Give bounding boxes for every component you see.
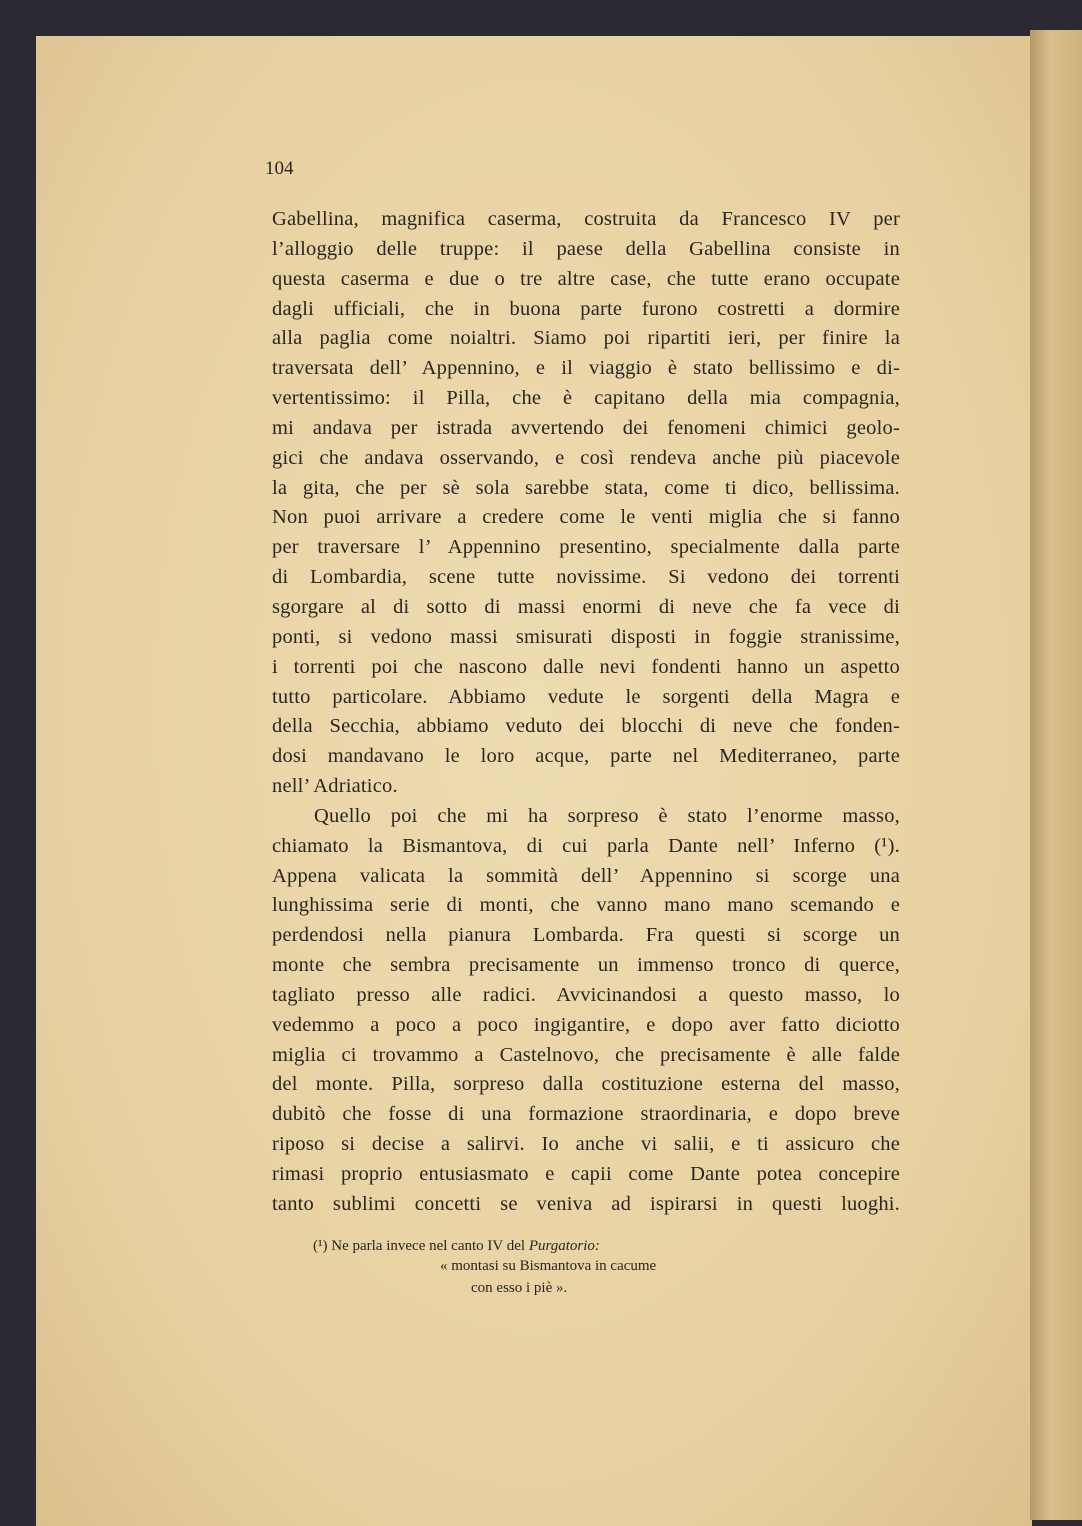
text-line: per traversare l’ Appennino presentino, specialmente dalla parte bbox=[272, 536, 900, 559]
text-line: i torrenti poi che nascono dalle nevi fondenti hanno un aspetto bbox=[272, 655, 900, 678]
text-line: gici che andava osservando, e così rendeva anche più piacevole bbox=[272, 446, 900, 469]
text-line: del monte. Pilla, sorpreso dalla costituzione esterna del masso, bbox=[272, 1073, 900, 1096]
text-line: riposo si decise a salirvi. Io anche vi salii, e ti assicuro che bbox=[272, 1133, 900, 1156]
text-line: lunghissima serie di monti, che vanno mano mano scemando e bbox=[272, 894, 900, 917]
text-line: dubitò che fosse di una formazione straordinaria, e dopo breve bbox=[272, 1103, 900, 1126]
text-line: Gabellina, magnifica caserma, costruita da Francesco IV per bbox=[272, 208, 900, 230]
footnote-text: Ne parla invece nel canto IV del bbox=[331, 1238, 526, 1254]
text-line: chiamato la Bismantova, di cui parla Dante nell’ Inferno (¹). bbox=[272, 834, 900, 857]
text-line: l’alloggio delle truppe: il paese della Gabellina consiste in bbox=[272, 237, 900, 260]
text-line: di Lombardia, scene tutte novissime. Si vedono dei torrenti bbox=[272, 566, 900, 589]
text-line: tagliato presso alle radici. Avvicinandosi a questo masso, lo bbox=[272, 983, 900, 1006]
footnote-marker: (¹) bbox=[313, 1238, 328, 1254]
text-line: vertentissimo: il Pilla, che è capitano della mia compagnia, bbox=[272, 387, 900, 410]
footnote-title: Purgatorio: bbox=[528, 1238, 600, 1254]
text-line: mi andava per istrada avvertendo dei fenomeni chimici geolo- bbox=[272, 416, 900, 439]
text-line: nell’ Adriatico. bbox=[272, 775, 398, 798]
text-line: traversata dell’ Appennino, e il viaggio è stato bellissimo e di- bbox=[272, 357, 900, 380]
text-line: dosi mandavano le loro acque, parte nel Mediterraneo, parte bbox=[272, 745, 900, 768]
text-line: tutto particolare. Abbiamo vedute le sorgenti della Magra e bbox=[272, 685, 900, 708]
text-line: la gita, che per sè sola sarebbe stata, come ti dico, bellissima. bbox=[272, 476, 900, 499]
text-line: miglia ci trovammo a Castelnovo, che precisamente è alle falde bbox=[272, 1043, 900, 1066]
text-line: vedemmo a poco a poco ingigantire, e dopo aver fatto diciotto bbox=[272, 1013, 900, 1036]
text-line: Quello poi che mi ha sorpreso è stato l’enorme masso, bbox=[314, 804, 900, 827]
footnote-quote-line-1: « montasi su Bismantova in cacume bbox=[440, 1258, 657, 1274]
body-text bbox=[272, 205, 900, 1220]
text-line: perdendosi nella pianura Lombarda. Fra questi si scorge un bbox=[272, 924, 900, 947]
text-line: Appena valicata la sommità dell’ Appennino si scorge una bbox=[272, 864, 900, 887]
text-line: della Secchia, abbiamo veduto dei blocchi di neve che fonden- bbox=[272, 715, 900, 738]
text-line: Non puoi arrivare a credere come le venti miglia che si fanno bbox=[272, 506, 900, 529]
footnote bbox=[313, 1238, 600, 1255]
text-line: dagli ufficiali, che in buona parte furono costretti a dormire bbox=[272, 297, 900, 320]
page-number: 104 bbox=[265, 158, 294, 179]
text-line: questa caserma e due o tre altre case, che tutte erano occupate bbox=[272, 267, 900, 290]
facing-page-edge bbox=[1030, 30, 1082, 1520]
text-line: ponti, si vedono massi smisurati disposti in foggie stranissime, bbox=[272, 625, 900, 648]
footnote-quote-line-2: con esso i piè ». bbox=[471, 1280, 568, 1296]
text-line: alla paglia come noialtri. Siamo poi ripartiti ieri, per finire la bbox=[272, 327, 900, 350]
text-line: tanto sublimi concetti se veniva ad ispirarsi in questi luoghi. bbox=[272, 1192, 900, 1215]
text-line: rimasi proprio entusiasmato e capii come Dante potea concepire bbox=[272, 1163, 900, 1185]
text-line: sgorgare al di sotto di massi enormi di neve che fa vece di bbox=[272, 595, 900, 618]
text-line: monte che sembra precisamente un immenso tronco di querce, bbox=[272, 954, 900, 977]
